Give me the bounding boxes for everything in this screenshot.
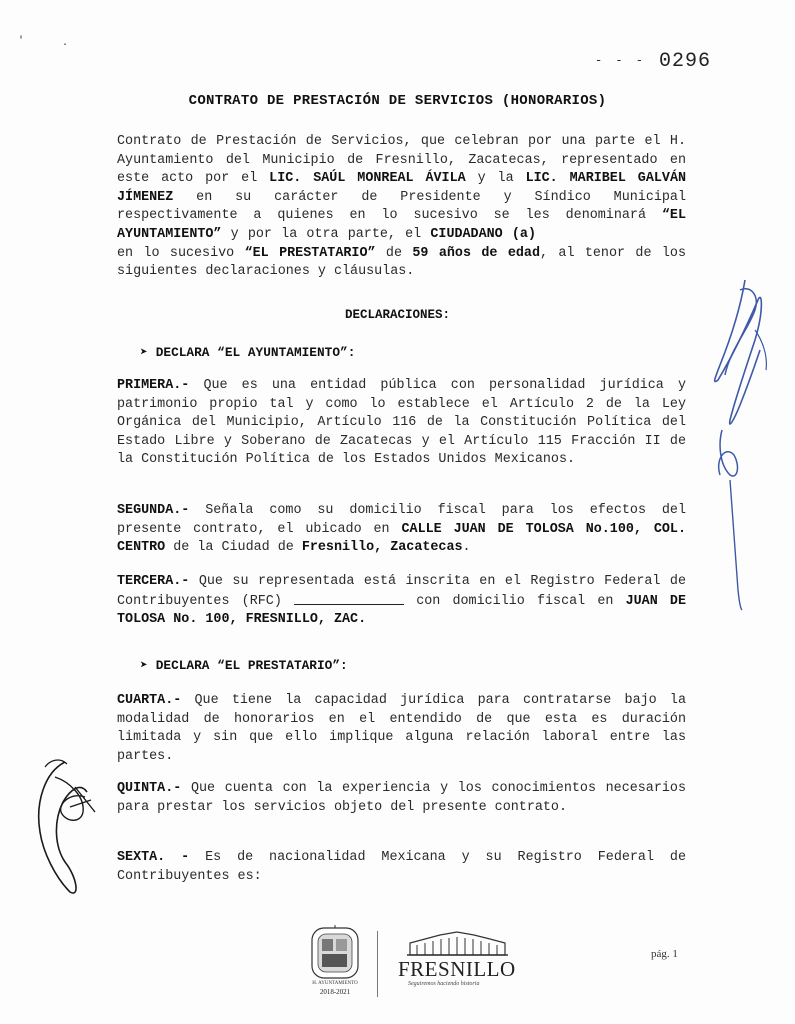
- clause-segunda: SEGUNDA.- Señala como su domicilio fiscal para los efectos del presente contrato, el ubicado en CALLE JUAN DE TOLOSA No.100, COL. CENTRO de la Ciudad de Fresnillo, Zacatecas.: [117, 503, 686, 556]
- fresnillo-tagline: Seguiremos haciendo historia: [408, 981, 480, 987]
- folio-value: 0296: [659, 50, 712, 73]
- footer-logos: [300, 925, 530, 1005]
- section-heading-prestatario: ➤ DECLARA “EL PRESTATARIO”:: [140, 658, 348, 673]
- intro-paragraph: Contrato de Prestación de Servicios, que celebran por una parte el H. Ayuntamiento del Municipio de Fresnillo, Zacatecas, representado en este acto por el LIC. SAÚL MONREAL ÁVILA y la LIC. MARIBEL GALVÁN JÍMENEZ en su carácter de Presidente y Síndico Municipal respectivamente a quienes en lo sucesivo se les denominará “EL AYUNTAMIENTO” y por la otra parte, el CIUDADANO (a) en lo sucesivo “EL PRESTATARIO” de 59 años de edad, al tenor de los siguientes declaraciones y cláusulas.: [117, 134, 687, 280]
- redacted-name-blank: [536, 226, 686, 238]
- clause-quinta: QUINTA.- Que cuenta con la experiencia y los conocimientos necesarios para prestar los servicios objeto del presente contrato.: [117, 781, 686, 815]
- arrow-bullet-icon: ➤: [140, 345, 148, 360]
- seal-years: 2018-2021: [319, 988, 351, 996]
- clause-sexta: SEXTA. - Es de nacionalidad Mexicana y su Registro Federal de Contribuyentes es:: [117, 850, 686, 884]
- clause-primera: PRIMERA.- Que es una entidad pública con personalidad jurídica y patrimonio propio tal y como lo establece el Artículo 2 de la Ley Orgánica del Municipio, Artículo 116 de la Constitución Política del Estado Libre y Soberano de Zacatecas y el Artículo 115 Fracción II de la Constitución Política de los Estados Unidos Mexicanos.: [117, 378, 686, 468]
- page-number: pág. 1: [651, 948, 678, 960]
- signature-black-left: [25, 752, 105, 902]
- signature-blue-right: [700, 270, 780, 620]
- clause-tercera: TERCERA.- Que su representada está inscrita en el Registro Federal de Contribuyentes (RFC) con domicilio fiscal en JUAN DE TOLOSA No. 100, FRESNILLO, ZAC.: [117, 574, 686, 628]
- arrow-bullet-icon: ➤: [140, 658, 148, 673]
- scan-mark: .: [62, 38, 69, 49]
- fresnillo-brand: FRESNILLO: [398, 957, 516, 981]
- seal-caption: H. AYUNTAMIENTO: [312, 981, 358, 986]
- folio-number: - - - 0296: [595, 50, 712, 73]
- fresnillo-building-icon: [405, 929, 510, 957]
- declaraciones-heading: DECLARACIONES:: [344, 308, 451, 322]
- clause-cuarta: CUARTA.- Que tiene la capacidad jurídica para contratarse bajo la modalidad de honorarios en el entendido de que esta es duración limitada y sin que ello implique alguna relación laboral entre las partes.: [117, 693, 686, 764]
- scan-mark: ': [18, 36, 25, 47]
- rfc-blank-line: [294, 592, 404, 605]
- logo-divider: [377, 931, 378, 997]
- page-title: CONTRATO DE PRESTACIÓN DE SERVICIOS (HONORARIOS): [188, 93, 607, 109]
- section-heading-ayuntamiento: ➤ DECLARA “EL AYUNTAMIENTO”:: [140, 345, 356, 360]
